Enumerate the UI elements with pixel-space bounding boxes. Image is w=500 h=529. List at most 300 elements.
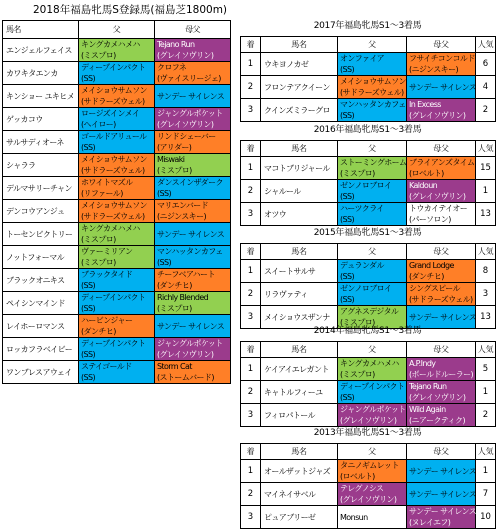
sire-cell-line: ディープインパクト [81,63,146,72]
dam-sire-cell-line: A.P.Indy [409,359,436,368]
section-title: 2013年福島牝馬S1～3着馬 [313,428,422,438]
table-row [241,460,496,483]
sire-cell [79,315,155,338]
table-row [241,99,496,122]
horse-name: トーセンビクトリー [3,223,79,246]
dam-sire-cell [407,460,476,483]
dam-sire-cell-line: (ミスプロ) [157,304,192,313]
sire-cell-line: (SS) [340,295,354,304]
section-title: 2015年福島牝馬S1～3着馬 [313,228,422,238]
dam-sire-cell-line: (ロベルト) [409,169,444,178]
sire-cell [338,99,407,122]
dam-sire-cell [155,223,231,246]
horse-name: スイートサルサ [261,260,338,283]
dam-sire-cell-line: フサイチコンコルド [409,54,475,63]
header-sire: 父 [79,21,155,39]
horse-name: フィロパトール [261,404,338,427]
horse-name: シャルール [261,180,338,203]
dam-sire-cell [155,62,231,85]
sire-cell-line: オンファイア [340,54,384,63]
section-title: 2016年福島牝馬S1～3着馬 [313,125,422,135]
sire-cell-line: (ヘイロー) [81,120,116,129]
finish-rank: 2 [241,180,261,203]
dam-sire-cell-line: (ストームバード) [157,373,214,382]
popularity: 5 [476,358,496,381]
sire-cell-line: (SS) [340,65,354,74]
dam-sire-cell [407,203,476,226]
header-horse-name: 馬名 [261,444,338,460]
sire-cell-line: ロージズインメイ [81,109,140,118]
horse-name: リラヴァティ [261,283,338,306]
table-row [3,315,231,338]
dam-sire-cell-line: (ヌレイエフ) [409,518,451,527]
sire-cell-line: (グレイソヴリン) [340,416,397,425]
dam-sire-cell-line: (ミスプロ) [157,166,192,175]
sire-cell [338,283,407,306]
sire-cell-line: (ミスプロ) [81,258,116,267]
finish-rank: 2 [241,76,261,99]
sire-cell [338,404,407,427]
dam-sire-cell-line: (ヴァイスリージェ) [157,74,221,83]
popularity: 4 [476,76,496,99]
table-row [3,108,231,131]
table-row [241,483,496,506]
header-popularity: 人気 [476,342,496,358]
finish-rank: 3 [241,203,261,226]
sire-cell [79,200,155,223]
sire-cell [79,292,155,315]
table-row [3,246,231,269]
table-row [241,203,496,226]
table-header-row [241,244,496,260]
dam-sire-cell-line: サンデー サイレンス [409,312,477,322]
dam-sire-cell-line: Richly Blended [157,293,209,302]
results-table [240,36,496,122]
sire-cell-line: キングカメハメハ [81,40,140,49]
sire-cell-line: ストーミングホーム [340,158,407,167]
sire-cell-line: (SS) [340,272,354,281]
header-dam-sire: 母父 [407,342,476,358]
results-table [240,443,496,529]
table-header-row [3,21,231,39]
sire-cell-line: (グレイソヴリン) [340,495,397,504]
dam-sire-cell [155,85,231,108]
sire-cell [338,203,407,226]
dam-sire-cell [407,53,476,76]
results-table [240,140,496,226]
sire-cell [338,358,407,381]
dam-sire-cell [407,381,476,404]
header-dam-sire: 母父 [407,244,476,260]
section-title: 2014年福島牝馬S1～3着馬 [313,326,422,336]
finish-rank: 1 [241,460,261,483]
dam-sire-cell [155,361,231,384]
dam-sire-cell [407,483,476,506]
sire-cell [79,108,155,131]
sire-cell-line: (SS) [340,111,354,120]
sire-cell-line: (ダンチヒ) [81,327,116,336]
sire-cell [338,260,407,283]
table-row [241,76,496,99]
dam-sire-cell [155,292,231,315]
dam-sire-cell-line: (サドラーズウェル) [409,295,473,304]
table-row [241,506,496,529]
header-dam-sire: 母父 [407,444,476,460]
finish-rank: 2 [241,381,261,404]
header-sire: 父 [338,444,407,460]
horse-name: マイネイサベル [261,483,338,506]
sire-cell-line: (SS) [340,215,354,224]
dam-sire-cell [407,283,476,306]
dam-sire-cell-line: (グレイソヴリン) [157,51,214,60]
dam-sire-cell-line: Tejano Run [409,382,447,391]
dam-sire-cell-line: (パーソロン) [409,215,451,224]
dam-sire-cell-line: サンデー サイレンス [157,91,225,101]
header-horse-name: 馬名 [261,37,338,53]
finish-rank: 1 [241,358,261,381]
dam-sire-cell-line: ブライアンズタイム [409,158,475,167]
table-row [3,85,231,108]
table-row [3,131,231,154]
sire-cell [79,39,155,62]
sire-cell [79,62,155,85]
horse-name: キャトルフィーユ [261,381,338,404]
dam-sire-cell [407,76,476,99]
dam-sire-cell [407,506,476,529]
sire-cell-line: ジャングルポケット [340,405,406,414]
dam-sire-cell [155,315,231,338]
popularity: 2 [476,99,496,122]
sire-cell [79,154,155,177]
dam-sire-cell-line: Wild Again [409,405,446,414]
popularity: 15 [476,157,496,180]
dam-sire-cell [407,99,476,122]
dam-sire-cell-line: ジャングルポケット [157,339,223,348]
registered-horses-table [2,20,231,384]
header-horse-name: 馬名 [261,342,338,358]
dam-sire-cell [155,131,231,154]
dam-sire-cell [155,154,231,177]
dam-sire-cell-line: サンデー サイレンス [157,321,225,331]
dam-sire-cell-line: (グレイソヴリン) [409,192,466,201]
horse-name: フロンテアクイーン [261,76,338,99]
sire-cell-line: アグネスデジタル [340,307,399,316]
header-horse-name: 馬名 [3,21,79,39]
dam-sire-cell-line: In Excess [409,100,441,109]
horse-name: ロッカフラベイビー [3,338,79,361]
horse-name: ブラックオニキス [3,269,79,292]
popularity: 6 [476,53,496,76]
sire-cell-line: ゼンノロブロイ [340,181,392,190]
sire-cell-line: テレグノシス [340,484,384,493]
popularity: 3 [476,283,496,306]
sire-cell-line: タニノギムレット [340,461,399,470]
sire-cell [79,269,155,292]
sire-cell-line: (SS) [340,192,354,201]
finish-rank: 3 [241,404,261,427]
popularity: 2 [476,404,496,427]
sire-cell [79,361,155,384]
sire-cell-line: ホワイトマズル [81,178,133,187]
horse-name: カワキタエンカ [3,62,79,85]
horse-name: キンショー ユキヒメ [3,85,79,108]
sire-cell-line: キングカメハメハ [81,224,140,233]
table-row [241,157,496,180]
dam-sire-cell [407,157,476,180]
sire-cell-line: (SS) [81,74,95,83]
header-dam-sire: 母父 [407,141,476,157]
dam-sire-cell-line: サンデー サイレンス [157,229,225,239]
dam-sire-cell-line: (アリダー) [157,143,192,152]
sire-cell-line: (サドラーズウェル) [81,166,145,175]
dam-sire-cell [407,180,476,203]
sire-cell-line: (SS) [81,373,95,382]
sire-cell [79,177,155,200]
sire-cell [338,76,407,99]
sire-cell-line: マンハッタンカフェ [340,100,406,109]
table-row [3,39,231,62]
dam-sire-cell [155,338,231,361]
header-popularity: 人気 [476,37,496,53]
sire-cell-line: メイショウサムソン [81,201,147,210]
header-popularity: 人気 [476,444,496,460]
sire-cell-line: キングカメハメハ [340,359,399,368]
sire-cell-line: (SS) [340,393,354,402]
dam-sire-cell [407,404,476,427]
sire-cell-line: デュランダル [340,261,384,270]
sire-cell [338,483,407,506]
sire-cell [338,460,407,483]
finish-rank: 1 [241,260,261,283]
dam-sire-cell-line: Storm Cat [157,362,192,371]
dam-sire-cell [155,269,231,292]
dam-sire-cell [155,177,231,200]
dam-sire-cell-line: クロフネ [157,63,187,72]
header-rank: 着 [241,37,261,53]
dam-sire-cell-line: トウカイテイオー [409,204,468,213]
sire-cell-line: (サドラーズウェル) [81,97,145,106]
header-rank: 着 [241,244,261,260]
dam-sire-cell-line: サンデー サイレンス [409,466,477,476]
dam-sire-cell-line: (SS) [157,258,171,267]
sire-cell-line: メイショウサムソン [81,155,147,164]
popularity: 8 [476,260,496,283]
finish-rank: 3 [241,306,261,329]
horse-name: ケイアイエレガント [261,358,338,381]
dam-sire-cell [155,246,231,269]
sire-cell-line: ディープインパクト [81,339,146,348]
sire-cell-line: ハービンジャー [81,316,133,325]
header-dam-sire: 母父 [155,21,231,39]
dam-sire-cell-line: ダンスインザダーク [157,178,223,187]
sire-cell-line: ブラックタイド [81,270,133,279]
sire-cell [338,506,407,529]
dam-sire-cell [155,200,231,223]
header-sire: 父 [338,342,407,358]
popularity: 1 [476,381,496,404]
dam-sire-cell-line: チーフベアハート [157,270,215,279]
dam-sire-cell-line: サンデー サイレンス [409,82,477,92]
sire-cell [79,85,155,108]
horse-name: レイホーロマンス [3,315,79,338]
horse-name: オールザットジャズ [261,460,338,483]
table-row [241,404,496,427]
table-row [3,200,231,223]
page-title: 2018年福島牝馬S登録馬(福島芝1800m) [32,4,228,16]
header-rank: 着 [241,141,261,157]
finish-rank: 1 [241,157,261,180]
sire-cell [79,131,155,154]
dam-sire-cell-line: (ニジンスキー) [409,65,459,74]
table-header-row [241,444,496,460]
dam-sire-cell-line: (ボールドルーラー) [409,370,474,379]
dam-sire-cell-line: シングスピール [409,284,460,293]
sire-cell [79,246,155,269]
dam-sire-cell-line: サンデー サイレンス [409,507,477,516]
horse-name: シャララ [3,154,79,177]
horse-name: ワンブレスアウェイ [3,361,79,384]
table-header-row [241,37,496,53]
dam-sire-cell [155,108,231,131]
table-row [241,260,496,283]
sire-cell-line: (ミスプロ) [340,169,375,178]
popularity: 10 [476,506,496,529]
sire-cell-line: (SS) [81,304,95,313]
header-rank: 着 [241,342,261,358]
sire-cell-line: (SS) [81,143,95,152]
horse-name: エンジェルフェイス [3,39,79,62]
dam-sire-cell [407,358,476,381]
table-row [3,223,231,246]
dam-sire-cell-line: (ニジンスキー) [157,212,207,221]
table-row [3,292,231,315]
dam-sire-cell-line: ジャングルポケット [157,109,223,118]
header-horse-name: 馬名 [261,141,338,157]
sire-cell-line: ヴァーミリアン [81,247,133,256]
horse-name: ピュアブリーゼ [261,506,338,529]
horse-name: ゲッカコウ [3,108,79,131]
sire-cell-line: ディープインパクト [81,293,146,302]
dam-sire-cell-line: Kaldoun [409,181,438,190]
finish-rank: 2 [241,483,261,506]
finish-rank: 2 [241,283,261,306]
dam-sire-cell-line: Tejano Run [157,40,195,49]
sire-cell [79,338,155,361]
dam-sire-cell-line: Grand Lodge [409,261,454,270]
table-row [3,154,231,177]
table-row [3,338,231,361]
dam-sire-cell-line: (ダンチヒ) [157,281,192,290]
sire-cell-line: (SS) [81,350,95,359]
sire-cell [338,381,407,404]
dam-sire-cell-line: (SS) [157,189,171,198]
horse-name: ペイシンマインド [3,292,79,315]
table-row [3,361,231,384]
dam-sire-cell-line: (グレイソヴリン) [157,120,214,129]
sire-cell-line: (ミスプロ) [340,370,375,379]
dam-sire-cell [155,39,231,62]
header-popularity: 人気 [476,141,496,157]
header-sire: 父 [338,244,407,260]
table-row [241,381,496,404]
header-sire: 父 [338,37,407,53]
sire-cell-line: (ミスプロ) [340,318,375,327]
sire-cell-line: メイショウサムソン [81,86,147,95]
table-row [241,358,496,381]
header-horse-name: 馬名 [261,244,338,260]
sire-cell-line: ステイゴールド [81,362,132,371]
results-table [240,341,496,427]
sire-cell-line: (ミスプロ) [81,51,116,60]
finish-rank: 1 [241,53,261,76]
dam-sire-cell-line: (グレイソヴリン) [409,393,466,402]
dam-sire-cell-line: Miswaki [157,155,185,164]
sire-cell-line: ディープインパクト [340,382,405,391]
sire-cell-line: (SS) [81,281,95,290]
dam-sire-cell-line: リンドシェーバー [157,132,216,141]
header-sire: 父 [338,141,407,157]
finish-rank: 3 [241,506,261,529]
horse-name: ウキヨノカゼ [261,53,338,76]
popularity: 1 [476,180,496,203]
popularity: 13 [476,306,496,329]
results-table [240,243,496,329]
sire-cell [79,223,155,246]
dam-sire-cell-line: (ニアークティク) [409,416,465,425]
horse-name: マコトブリジャール [261,157,338,180]
horse-name: デルマサリーチャン [3,177,79,200]
dam-sire-cell-line: サンデー サイレンス [409,489,477,499]
table-header-row [241,342,496,358]
sire-cell [338,157,407,180]
dam-sire-cell-line: マリエンバード [157,201,209,210]
horse-name: メイショウスザンナ [261,306,338,329]
header-popularity: 人気 [476,244,496,260]
horse-name: ノットフォーマル [3,246,79,269]
dam-sire-cell-line: (ダンチヒ) [409,272,444,281]
table-row [3,62,231,85]
header-rank: 着 [241,444,261,460]
sire-cell-line: (ミスプロ) [81,235,116,244]
popularity: 7 [476,483,496,506]
sire-cell-line: ゼンノロブロイ [340,284,392,293]
horse-name: デンコウアンジュ [3,200,79,223]
header-dam-sire: 母父 [407,37,476,53]
dam-sire-cell-line: (グレイソヴリン) [157,350,214,359]
sire-cell-line: ハーツクライ [340,204,384,213]
sire-cell-line: Monsun [340,512,368,522]
table-row [3,269,231,292]
sire-cell-line: ゴールドアリュール [81,132,147,141]
sire-cell-line: (リファール) [81,189,123,198]
dam-sire-cell [407,260,476,283]
sire-cell-line: (サドラーズウェル) [81,212,145,221]
table-row [241,53,496,76]
popularity: 1 [476,460,496,483]
horse-name: オツウ [261,203,338,226]
horse-name: クインズミラーグロ [261,99,338,122]
popularity: 13 [476,203,496,226]
table-header-row [241,141,496,157]
table-row [241,180,496,203]
table-row [241,283,496,306]
sire-cell-line: (サドラーズウェル) [340,88,404,97]
sire-cell-line: (ロベルト) [340,472,375,481]
sire-cell [338,180,407,203]
finish-rank: 3 [241,99,261,122]
sire-cell [338,53,407,76]
dam-sire-cell-line: (グレイソヴリン) [409,111,466,120]
